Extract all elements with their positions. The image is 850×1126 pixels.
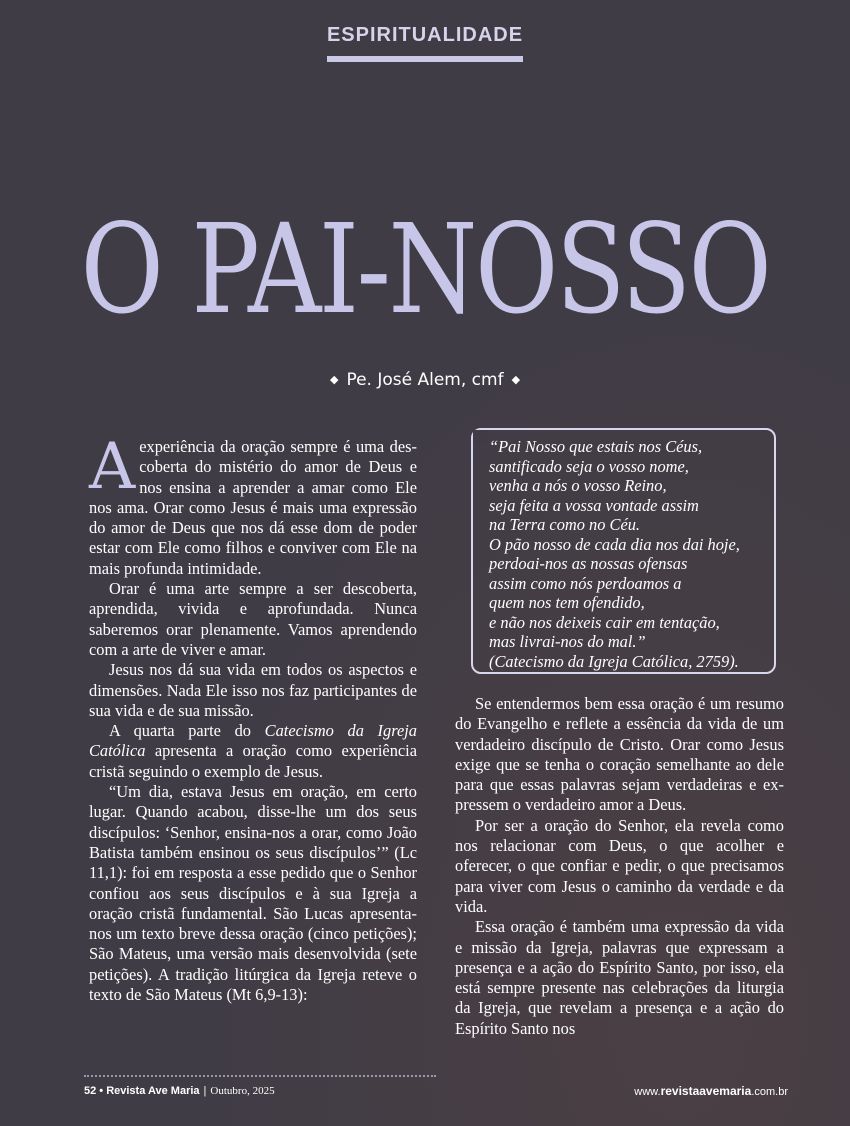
quote-line: venha a nós o vosso Reino,: [489, 476, 667, 495]
website-link[interactable]: www.revistaavemaria.com.br: [634, 1084, 788, 1098]
diamond-icon: ◆: [511, 373, 521, 386]
book-title: Catecismo da Igreja Católica: [89, 721, 417, 761]
page-number-magazine: 52 • Revista Ave Maria: [84, 1085, 200, 1097]
right-column: [455, 694, 784, 1039]
issue-date: Outubro, 2025: [210, 1085, 275, 1097]
quote-line: na Terra como no Céu.: [489, 515, 641, 534]
quote-line: “Pai Nosso que estais nos Céus,: [489, 437, 703, 456]
footer-divider: [84, 1075, 436, 1077]
paragraph: Orar é uma arte sempre a ser descoberta, aprendida, vivida e aprofundada. Nunca saberemos orar plenamente. Vamos aprendendo com a arte de viver e amar.: [89, 579, 417, 659]
quote-line: (Catecismo da Igreja Católica, 2759).: [489, 651, 739, 671]
paragraph: Jesus nos dá sua vida em todos os aspectos e dimensões. Nada Ele isso nos faz participantes de sua vida e de sua missão.: [89, 660, 417, 720]
article-title: O PAI-NOSSO: [80, 198, 770, 342]
quote-line: mas livrai-nos do mal.”: [489, 632, 646, 651]
author-name: Pe. José Alem, cmf: [346, 370, 504, 390]
paragraph: Aexperiência da oração sempre é uma descoberta do mistério do amor de Deus e nos ensina a aprender a amar como Ele nos ama. Orar como Jesus é mais uma expressão do amor de Deus que nos dá esse dom de poder estar com Ele como filhos e conviver com Ele na mais profunda intimidade.: [89, 430, 417, 578]
left-column: [89, 430, 417, 1005]
dropcap: A: [89, 430, 136, 504]
footer-page-info: [84, 1085, 275, 1097]
section-underline: [327, 56, 523, 62]
paragraph: “Um dia, estava Jesus em oração, em certo lugar. Quando acabou, disse-lhe um dos seus discípulos: ‘Senhor, ensina-nos a orar, como João Batista também ensinou os seus discípulos’” (Lc 11,1): foi em resposta a esse pedido que o Senhor confiou aos seus discípulos e à sua Igreja a oração cristã fundamental. São Lucas apresenta-nos um texto breve dessa oração (cinco petições); São Mateus, uma versão mais desenvolvida (sete petições). A tradição litúrgica da Igreja reteve o texto de São Mateus (Mt 6,9-13):: [89, 782, 417, 1005]
author-line: [0, 370, 850, 390]
paragraph: A quarta parte do Catecismo da Igreja Católica apresenta a oração como experiência cristã seguindo o exemplo de Jesus.: [89, 721, 417, 781]
quote-line: seja feita a vossa vontade assim: [489, 495, 699, 515]
quote-line: assim como nós perdoamos a: [489, 573, 682, 593]
paragraph: Se entendermos bem essa oração é um resumo do Evangelho e reflete a essência da vida de um verdadeiro discípulo de Cristo. Orar como Jesus exige que se tenha o coração semelhante ao dele para que essas palavras sejam verdadeiras e expressem o verdadeiro amor a Deus.: [455, 694, 784, 815]
section-label: ESPIRITUALIDADE: [326, 24, 524, 46]
quote-line: santificado seja o vosso nome,: [489, 456, 689, 476]
prayer-quote: [489, 437, 774, 671]
quote-line: perdoai-nos as nossas ofensas: [489, 554, 688, 573]
paragraph: Essa oração é também uma expressão da vida e missão da Igreja, palavras que expressam a presença e a ação do Espírito Santo, por isso, ela está sempre presente nas celebrações da liturgia da Igreja, que revelam a presença e a ação do Espírito Santo nos: [455, 917, 784, 1038]
quote-line: O pão nosso de cada dia nos dai hoje,: [489, 534, 740, 554]
paragraph: Por ser a oração do Senhor, ela revela como nos relacionar com Deus, o que acolher e oferecer, o que confiar e pedir, o que precisamos para viver com Jesus o caminho da verdade e da vida.: [455, 815, 784, 916]
quote-line: e não nos deixeis cair em tentação,: [489, 612, 720, 632]
quote-line: quem nos tem ofendido,: [489, 593, 645, 612]
separator: |: [203, 1085, 207, 1097]
diamond-icon: ◆: [329, 373, 339, 386]
